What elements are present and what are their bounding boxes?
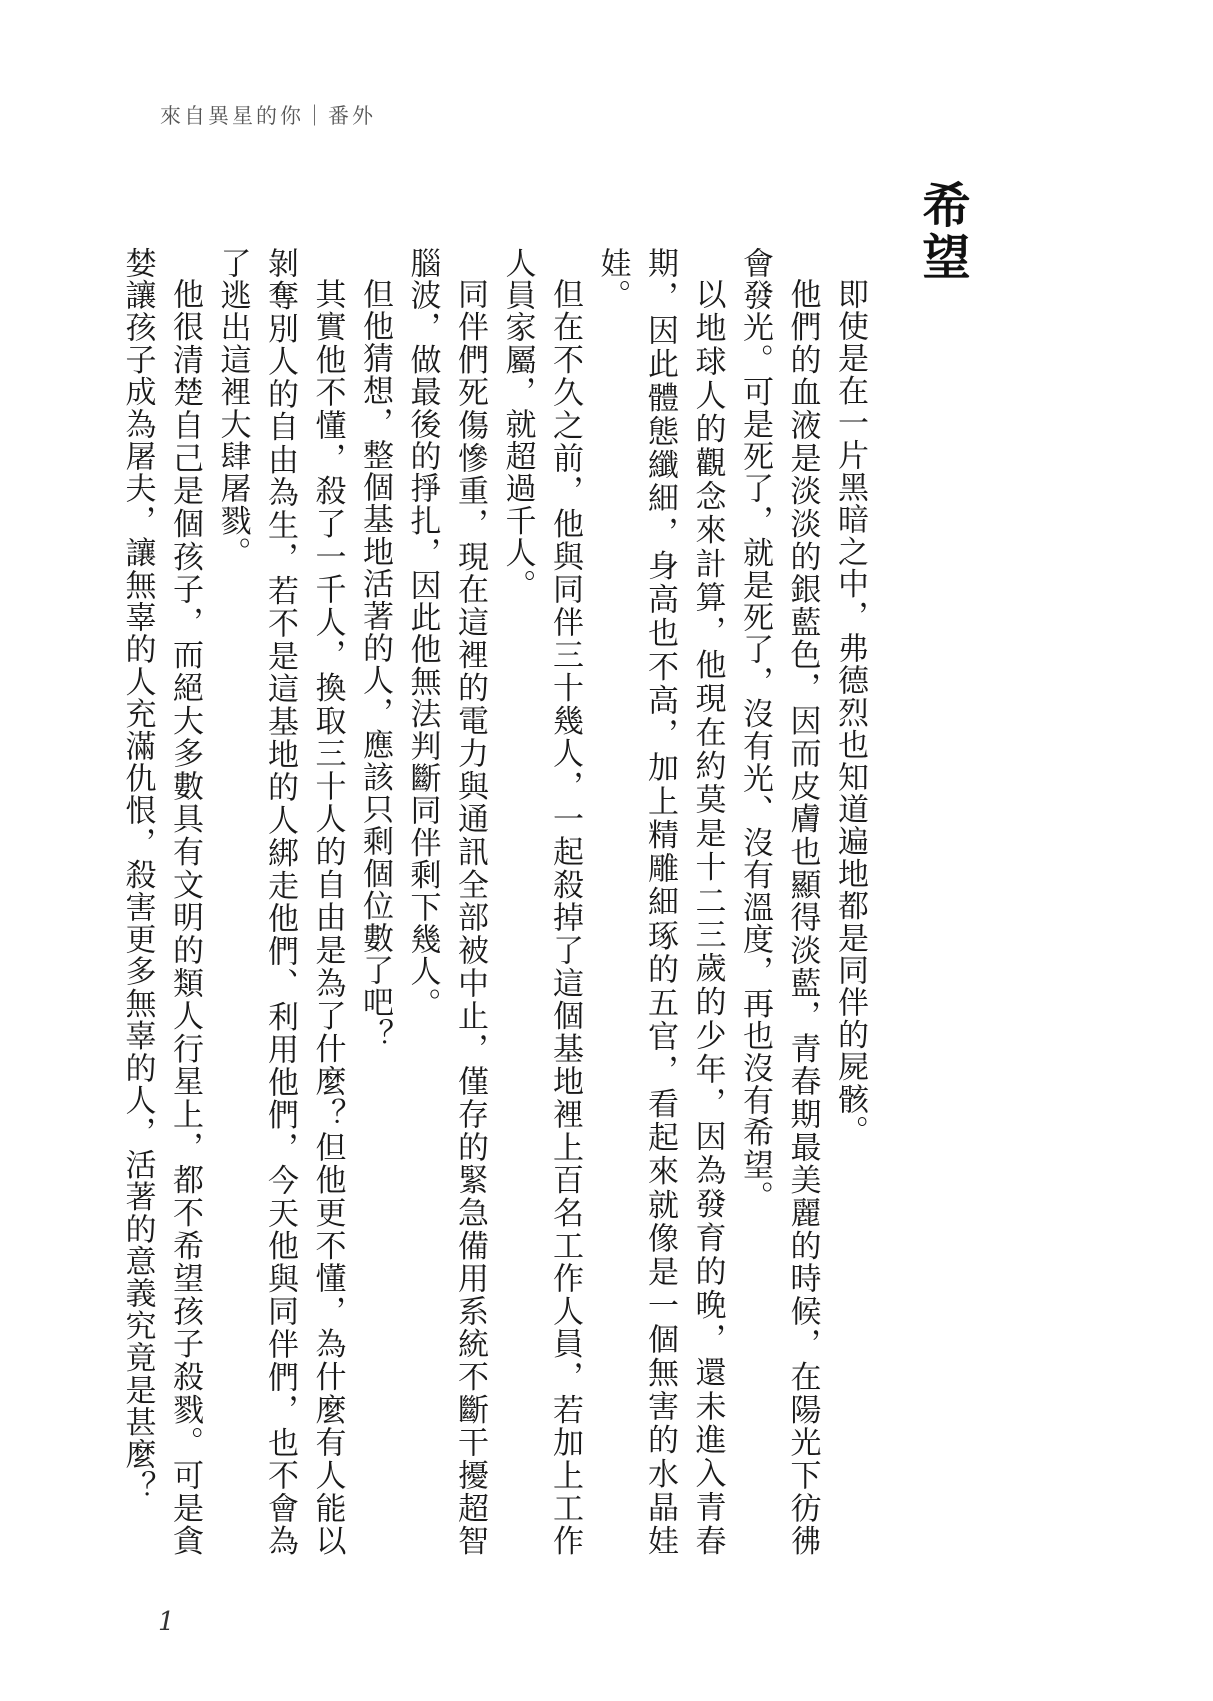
paragraph: 他很清楚自己是個孩子，而絕大多數具有文明的類人行星上，都不希望孩子殺戮。可是貪婪讓孩子成為屠夫，讓無辜的人充滿仇恨，殺害更多無辜的人，活著的意義究竟是甚麼？ <box>119 247 203 1557</box>
paragraph: 即使是在一片黑暗之中，弗德烈也知道遍地都是同伴的屍骸。 <box>832 278 868 1148</box>
paragraph: 但他猜想，整個基地活著的人，應該只剩個位數了吧？ <box>357 278 393 1051</box>
chapter-title: 希望 <box>914 180 970 284</box>
body-text <box>113 247 873 1557</box>
running-head-title: 來自異星的你｜番外 <box>160 104 376 128</box>
paragraph: 但在不久之前，他與同伴三十幾人，一起殺掉了這個基地裡上百名工作人員，若加上工作人員家屬，就超過千人。 <box>499 247 583 1557</box>
page-number: 1 <box>158 1607 175 1637</box>
paragraph: 其實他不懂，殺了一千人，換取三十人的自由是為了什麼？但他更不懂，為什麼有人能以剝奪別人的自由為生，若不是這基地的人綁走他們、利用他們，今天他與同伴們，也不會為了逃出這裡大肆屠戮。 <box>214 247 346 1557</box>
paragraph: 同伴們死傷慘重，現在這裡的電力與通訊全部被中止，僅存的緊急備用系統不斷干擾超智腦波，做最後的掙扎，因此他無法判斷同伴剩下幾人。 <box>404 247 488 1557</box>
paragraph: 他們的血液是淡淡的銀藍色，因而皮膚也顯得淡藍，青春期最美麗的時候，在陽光下彷彿會發光。可是死了，就是死了，沒有光、沒有溫度，再也沒有希望。 <box>737 247 821 1557</box>
paragraph: 以地球人的觀念來計算，他現在約莫是十二三歲的少年，因為發育的晚，還未進入青春期，因此體態纖細，身高也不高，加上精雕細琢的五官，看起來就像是一個無害的水晶娃娃。 <box>594 247 726 1557</box>
